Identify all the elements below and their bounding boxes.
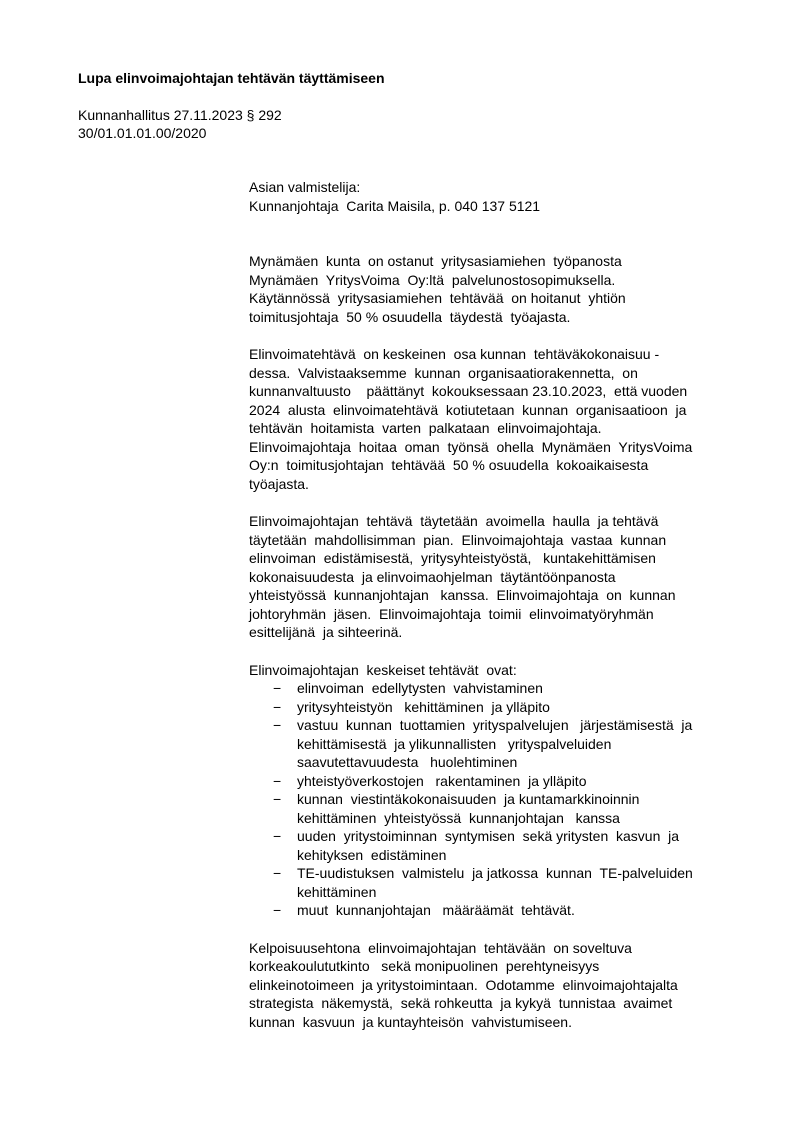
text-line: Elinvoimajohtaja hoitaa oman työnsä ohella Mynämäen YritysVoima [249, 438, 693, 455]
list-item-text: vastuu kunnan tuottamien yrityspalvelujen järjestämisestä ja [297, 717, 693, 733]
text-line: Käytännössä yritysasiamiehen tehtävää on hoitanut yhtiön [249, 290, 626, 306]
list-item-text: saavutettavuudesta huolehtiminen [297, 754, 518, 770]
list-item [249, 679, 739, 698]
dash-bullet: − [273, 902, 282, 918]
duties-heading: Elinvoimajohtajan keskeiset tehtävät ovat: [249, 661, 517, 678]
text-line: kokonaisuudesta ja elinvoimaohjelman täytäntöönpanosta [249, 568, 616, 585]
list-item-continuation [249, 883, 739, 902]
list-item-text: kehittäminen [297, 883, 377, 900]
list-item [249, 827, 739, 846]
paragraph-organisation [249, 345, 739, 493]
meeting-line: Kunnanhallitus 27.11.2023 § 292 [78, 107, 282, 123]
text-line: dessa. Valvistaaksemme kunnan organisaatiorakennetta, on [249, 364, 638, 381]
list-item-text: uuden yritystoiminnan syntymisen sekä yritysten kasvun ja [297, 828, 680, 844]
case-number: 30/01.01.01.00/2020 [78, 125, 207, 141]
text-line: Kelpoisuusehtona elinvoimajohtajan tehtävään on soveltuva [249, 939, 632, 956]
meeting-reference [78, 106, 282, 142]
dash-bullet: − [273, 698, 282, 715]
dash-bullet: − [273, 828, 282, 844]
list-item [249, 772, 739, 791]
dash-bullet: − [273, 772, 282, 789]
list-item [249, 901, 739, 920]
list-item-text: yhteistyöverkostojen rakentaminen ja ylläpito [297, 772, 587, 789]
paragraph-qualifications [249, 939, 739, 1032]
list-item-continuation [249, 809, 739, 828]
list-item-text: kunnan viestintäkokonaisuuden ja kuntamarkkinoinnin [297, 791, 640, 807]
text-line: Mynämäen YritysVoima Oy:ltä palvelunostosopimuksella. [249, 271, 616, 288]
list-item-text: kehittämisestä ja ylikunnallisten yrityspalveluiden [297, 735, 612, 752]
list-item [249, 790, 739, 809]
dash-bullet: − [273, 865, 282, 881]
list-item-text: kehittäminen yhteistyössä kunnanjohtajan kanssa [297, 809, 620, 826]
duties-list [249, 679, 739, 920]
paragraph-background [249, 252, 739, 326]
list-item [249, 864, 739, 883]
duties-section [249, 661, 739, 920]
list-item-text: muut kunnanjohtajan määräämät tehtävät. [297, 902, 575, 918]
text-line: strategista näkemystä, sekä rohkeutta ja kykyä tunnistaa avaimet [249, 995, 673, 1011]
text-line: kunnanvaltuusto päättänyt kokouksessaan 23.10.2023, että vuoden [249, 383, 688, 399]
list-item-continuation [249, 753, 739, 772]
preparer-label: Asian valmistelija: [249, 179, 361, 195]
text-line: Mynämäen kunta on ostanut yritysasiamiehen työpanosta [249, 253, 622, 269]
preparer-block [249, 178, 739, 215]
text-line: Elinvoimajohtajan tehtävä täytetään avoimella haulla ja tehtävä [249, 513, 659, 529]
dash-bullet: − [273, 680, 282, 696]
list-item-continuation [249, 735, 739, 754]
list-item-text: kehityksen edistäminen [297, 846, 447, 863]
text-line: korkeakoulututkinto sekä monipuolinen perehtyneisyys [249, 958, 600, 974]
preparer-name: Kunnanjohtaja Carita Maisila, p. 040 137 5121 [249, 197, 541, 214]
list-item [249, 716, 739, 735]
text-line: 2024 alusta elinvoimatehtävä kotiutetaan kunnan organisaatioon ja [249, 401, 687, 418]
text-line: täytetään mahdollisimman pian. Elinvoimajohtaja vastaa kunnan [249, 531, 667, 548]
list-item-text: yritysyhteistyön kehittäminen ja ylläpito [297, 698, 550, 715]
list-item-continuation [249, 846, 739, 865]
dash-bullet: − [273, 791, 282, 807]
text-line: elinvoiman edistämisestä, yritysyhteistyöstä, kuntakehittämisen [249, 550, 656, 566]
list-item [249, 698, 739, 717]
document-body [249, 178, 739, 1031]
text-line: yhteistyössä kunnanjohtajan kanssa. Elinvoimajohtaja on kunnan [249, 587, 676, 603]
text-line: tehtävän hoitamista varten palkataan elinvoimajohtaja. [249, 420, 602, 436]
list-item-text: TE-uudistuksen valmistelu ja jatkossa kunnan TE-palveluiden [297, 865, 693, 881]
text-line: elinkeinotoimeen ja yritystoimintaan. Odotamme elinvoimajohtajalta [249, 976, 678, 993]
paragraph-recruitment [249, 512, 739, 642]
dash-bullet: − [273, 717, 282, 733]
text-line: esittelijänä ja sihteerinä. [249, 624, 403, 640]
text-line: työajasta. [249, 475, 309, 492]
text-line: kunnan kasvuun ja kuntayhteisön vahvistumiseen. [249, 1013, 572, 1030]
list-item-text: elinvoiman edellytysten vahvistaminen [297, 680, 543, 696]
text-line: Oy:n toimitusjohtajan tehtävää 50 % osuudella kokoaikaisesta [249, 457, 649, 473]
document-title: Lupa elinvoimajohtajan tehtävän täyttämiseen [78, 70, 385, 86]
text-line: toimitusjohtaja 50 % osuudella täydestä työajasta. [249, 308, 571, 325]
text-line: Elinvoimatehtävä on keskeinen osa kunnan tehtäväkokonaisuu - [249, 346, 660, 362]
text-line: johtoryhmän jäsen. Elinvoimajohtaja toimii elinvoimatyöryhmän [249, 605, 654, 622]
